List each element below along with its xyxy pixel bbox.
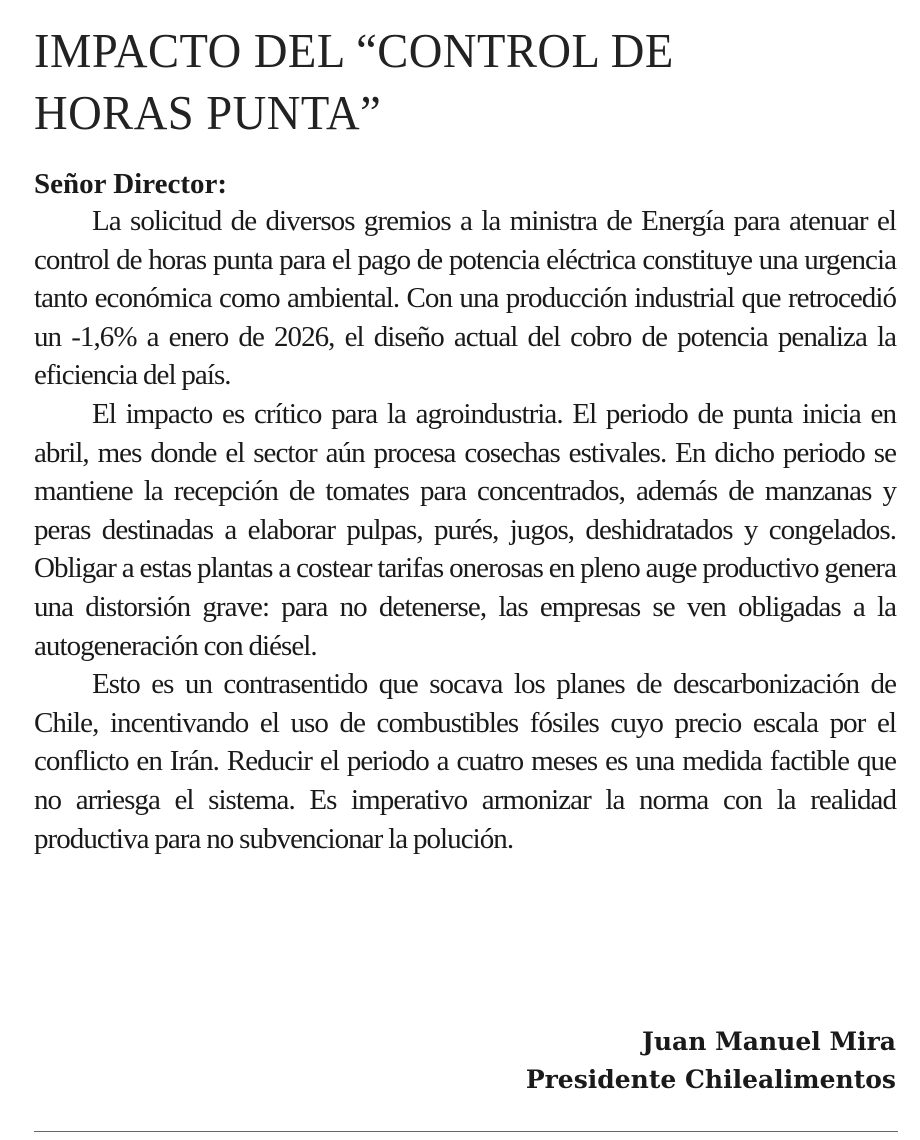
paragraph-2: El impacto es crítico para la agroindustria. El periodo de punta inicia en abril, mes donde el sector aún procesa cosechas estivales. En dicho periodo se mantiene la recepción de tomates para concentrados, además de manzanas y peras destinadas a elaborar pulpas, purés, jugos, deshidratados y congelados. Obligar a estas plantas a costear tarifas onerosas en pleno auge productivo genera una distorsión grave: para no detenerse, las empresas se ven obligadas a la autogeneración con diésel. [34, 397, 896, 662]
bottom-divider [34, 1131, 898, 1132]
signature-block [526, 1023, 896, 1099]
author-name: Juan Manuel Mira [642, 1027, 896, 1056]
headline [34, 20, 899, 144]
paragraph-3: Esto es un contrasentido que socava los planes de descarbonización de Chile, incentivando el uso de combustibles fósiles cuyo precio escala por el conflicto en Irán. Reducir el periodo a cuatro meses es una medida factible que no arriesga el sistema. Es imperativo armonizar la norma con la realidad productiva para no subvencionar la polución. [34, 668, 896, 855]
letter-article [34, 20, 896, 858]
author-title: Presidente Chilealimentos [525, 1065, 896, 1094]
headline-line-2: HORAS PUNTA” [34, 85, 382, 140]
paragraph-1: La solicitud de diversos gremios a la ministra de Energía para atenuar el control de horas punta para el pago de potencia eléctrica constituye una urgencia tanto económica como ambiental. Con una producción industrial que retrocedió un -1,6% a enero de 2026, el diseño actual del cobro de potencia penaliza la eficiencia del país. [34, 205, 896, 392]
letter-body [34, 202, 896, 858]
headline-line-1: IMPACTO DEL “CONTROL DE [34, 23, 674, 78]
salutation: Señor Director: [34, 168, 228, 200]
